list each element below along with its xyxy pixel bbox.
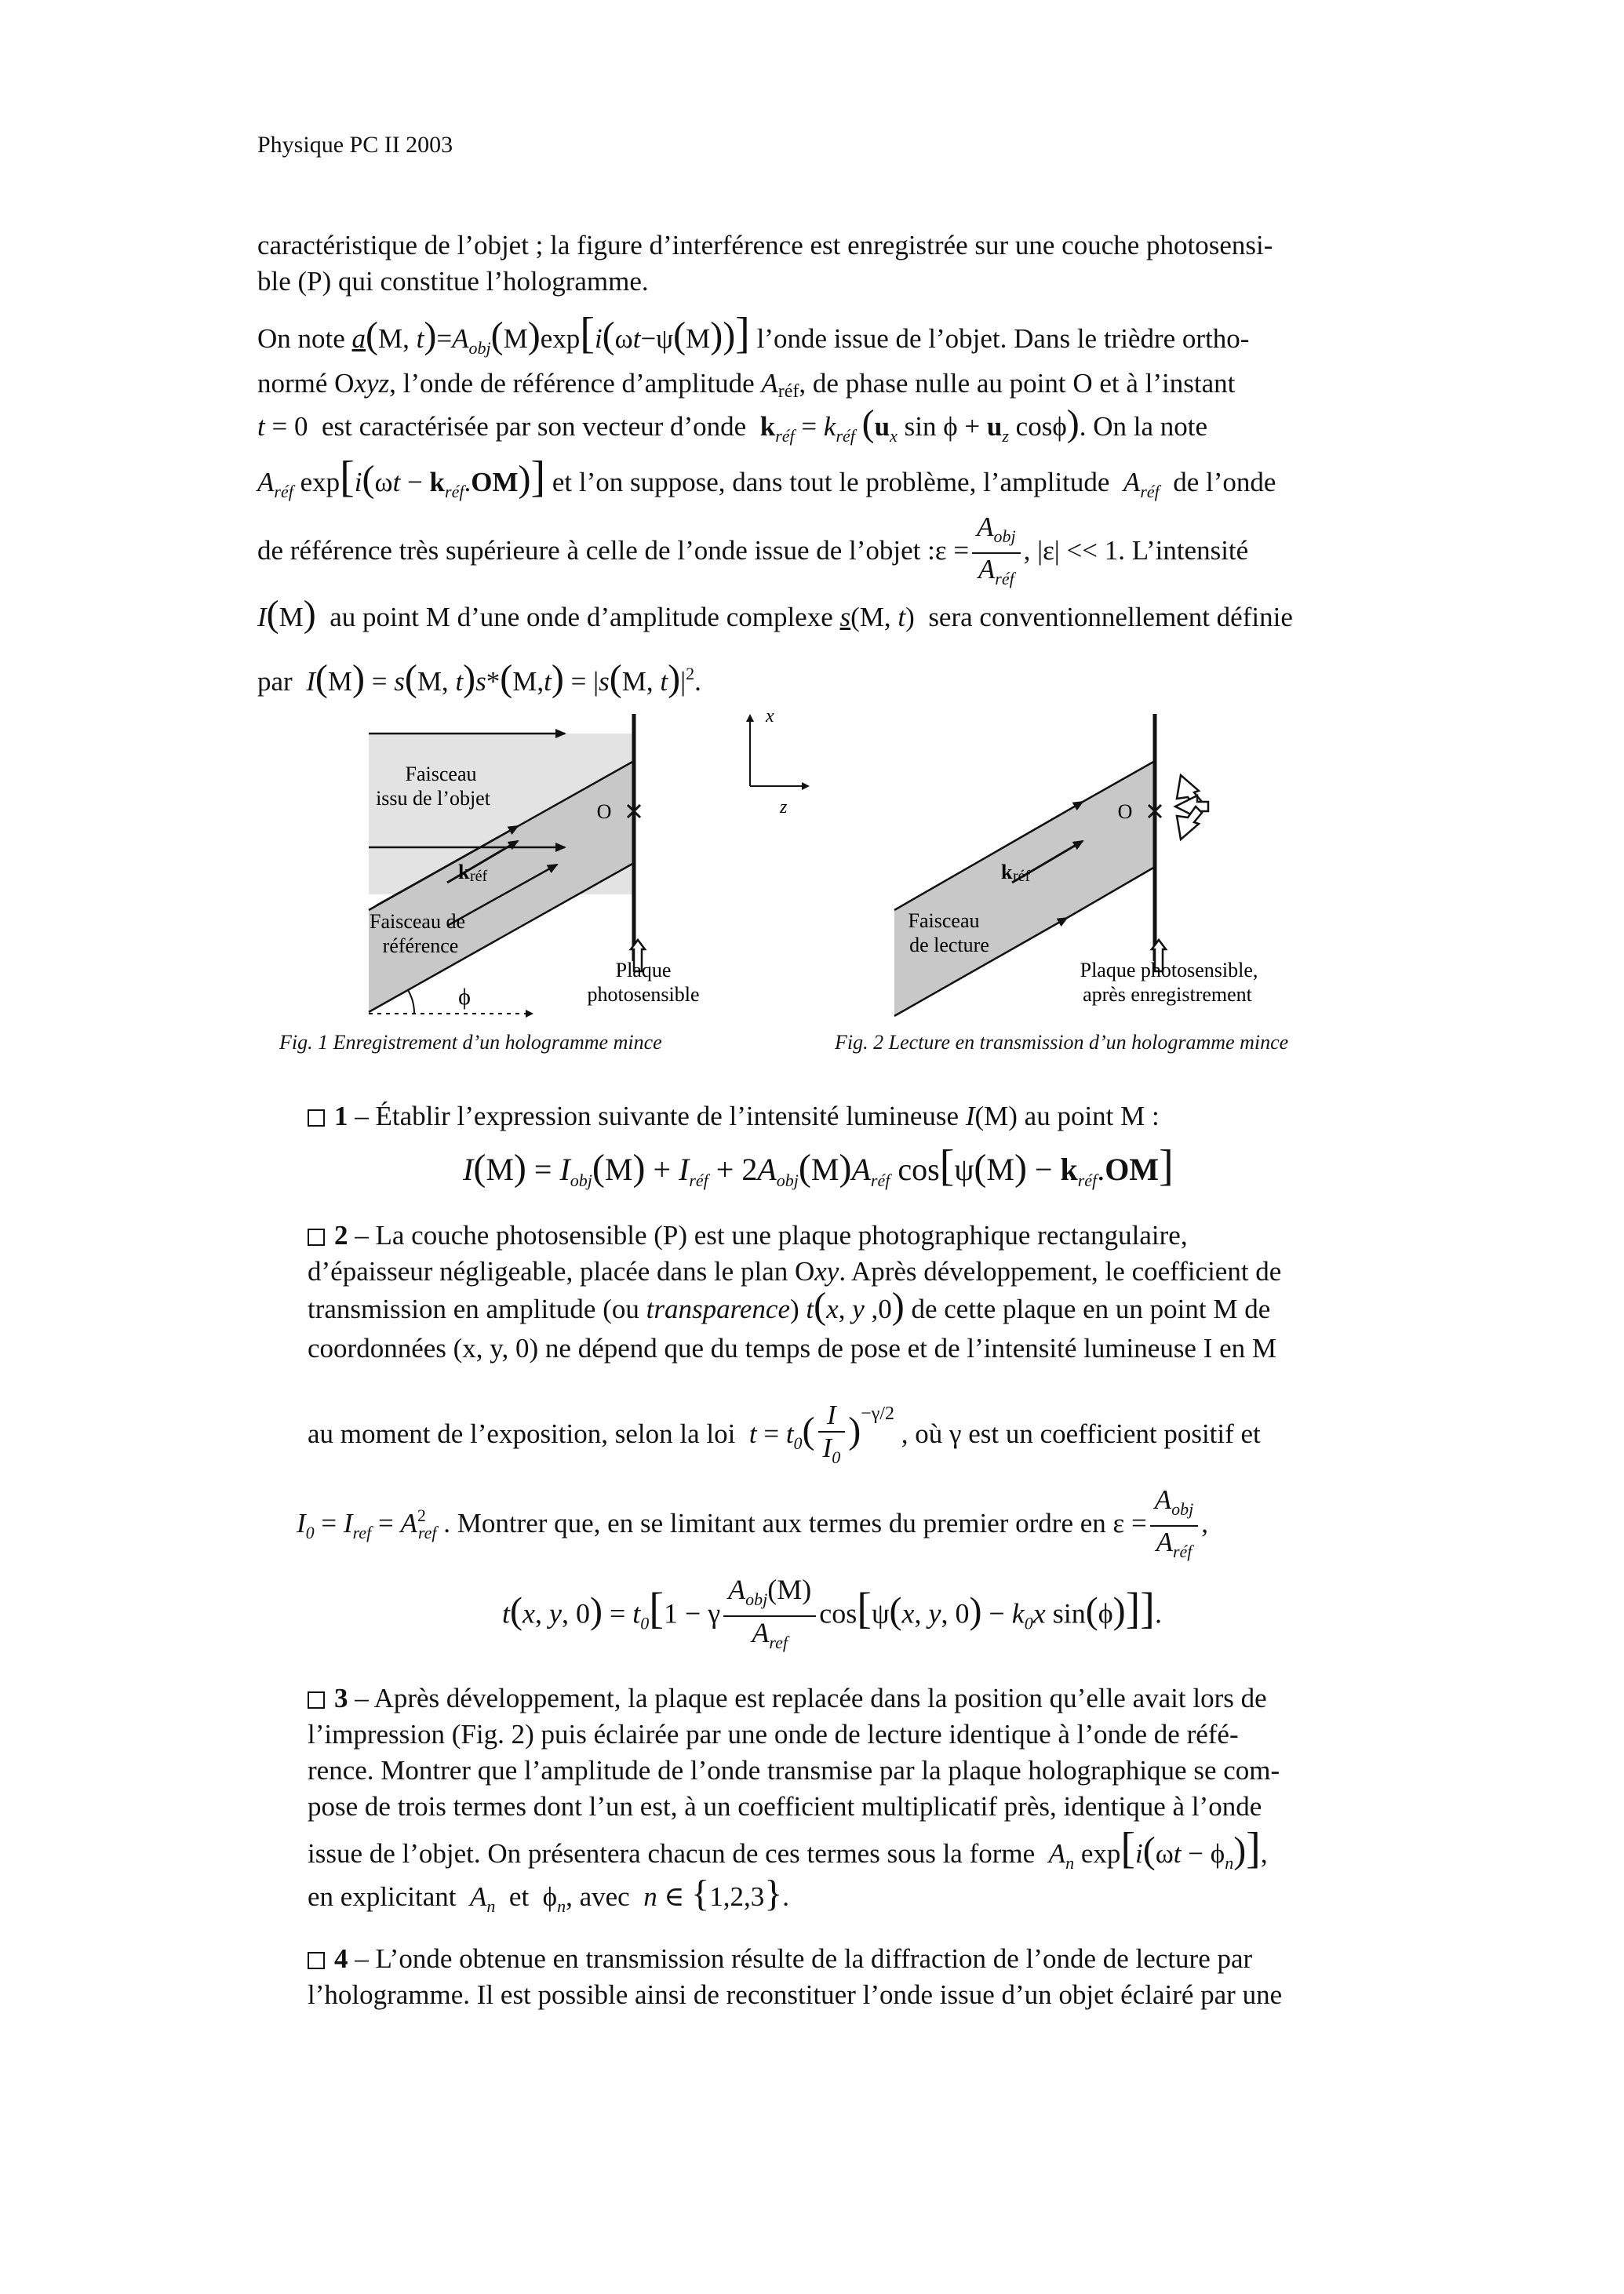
question-text: au point M :	[1024, 1101, 1160, 1131]
page-header: Physique PC II 2003	[257, 132, 453, 158]
question-4-line-2	[308, 1977, 1381, 2012]
question-text: transparence	[646, 1294, 791, 1324]
intro-line-8: I(M) au point M d’une onde d’amplitude complexe s(M, t) sera conventionnellement définie	[257, 593, 1293, 635]
question-text: d’épaisseur négligeable, placée dans le plan O	[308, 1256, 815, 1287]
plate-label-1: Plaque	[615, 959, 672, 981]
intro-text: de référence très supérieure à celle de l’onde issue de l’objet :	[257, 535, 935, 566]
intro-line-2	[257, 264, 1381, 299]
axes	[750, 706, 808, 817]
question-4-line-1	[308, 1941, 1381, 1976]
question-text: , où	[901, 1418, 943, 1449]
intro-text: caractéristique de l’objet ; la figure d’interférence est enregistrée sur une couche photosensi-	[257, 230, 1273, 260]
question-text: l’hologramme. Il est possible ainsi de reconstituer l’onde issue d’un objet éclairé par une	[308, 1979, 1283, 2010]
question-2-line-2: d’épaisseur négligeable, placée dans le plan Oxy. Après développement, le coefficient de	[308, 1256, 1282, 1287]
intro-text: . On la note	[1079, 411, 1208, 442]
x-axis-label: x	[766, 706, 774, 726]
figure-2	[894, 714, 1258, 1016]
intro-text: sera conventionnellement définie	[928, 602, 1293, 632]
question-text: – Établir l’expression suivante de l’intensité lumineuse	[355, 1101, 959, 1131]
intro-line-9: par I(M) = s(M, t)s*(M,t) = |s(M, $t)|^2$.	[257, 657, 701, 699]
question-text: en explicitant	[308, 1881, 457, 1912]
intro-text: On note	[257, 323, 345, 354]
reading-beam-label-2: de lecture	[909, 934, 989, 956]
z-axis-label: z	[780, 797, 788, 817]
question-text: . Montrer que, en se limitant aux termes du premier ordre en	[443, 1508, 1106, 1539]
equation-intensity: $I(M) = I_{obj}(M) + I_{réf} + 2A_{obj}(M)A_{réf}$ $\cos[\psi(M) - k_{réf}.OM]$	[463, 1142, 1174, 1190]
question-text: rence. Montrer que l’amplitude de l’onde transmise par la plaque holographique se com-	[308, 1755, 1280, 1786]
question-3-line-4	[308, 1789, 1381, 1824]
intro-line-5: t = 0 est caractérisée par son vecteur d’onde $k_{réf} = k_{réf}$ ($u_x$ $\sin \phi + u_z$ cosϕ). On la note	[257, 402, 1208, 446]
intro-text: , de phase nulle au point O et à l’instant	[799, 368, 1236, 399]
question-text: l’impression (Fig. 2) puis éclairée par une onde de lecture identique à l’onde de réfé-	[308, 1719, 1239, 1750]
figure-2-caption: Fig. 2 Lecture en transmission d’un hologramme mince	[835, 1031, 1289, 1054]
question-text: . Après développement, le coefficient de	[839, 1256, 1282, 1287]
question-2-line-3: transmission en amplitude (ou transparence) t(x, y ,0) de cette plaque en un point M de	[308, 1285, 1271, 1327]
question-number: 4	[334, 1943, 348, 1974]
beam-ref-label-2: référence	[382, 934, 459, 957]
question-text: issue de l’objet. On présentera chacun de ces termes sous la forme	[308, 1838, 1036, 1869]
angle-arc	[408, 990, 414, 1014]
intro-line-3	[257, 309, 1381, 366]
intro-text: l’onde issue de l’objet. Dans le trièdre ortho-	[756, 323, 1250, 354]
kref-label: k	[458, 861, 470, 883]
intro-text: par	[257, 666, 293, 697]
question-1: 1 – Établir l’expression suivante de l’intensité lumineuse I(M) au point M :	[308, 1098, 1381, 1134]
figure-1-caption: Fig. 1 Enregistrement d’un hologramme mince	[279, 1031, 662, 1054]
checkbox-icon	[308, 1109, 325, 1127]
intro-text: , l’onde de référence d’amplitude	[389, 368, 755, 399]
question-text: transmission en amplitude (ou	[308, 1294, 639, 1324]
intro-text: est caractérisée par son vecteur d’onde	[321, 411, 747, 442]
origin-label-2: O	[1117, 800, 1133, 823]
question-text: )	[790, 1294, 799, 1324]
question-3-line-2	[308, 1717, 1381, 1752]
question-text: et	[508, 1881, 530, 1912]
question-text: est un coefficient positif et	[968, 1418, 1261, 1449]
origin-label: O	[596, 800, 612, 823]
question-text: au moment de l’exposition, selon la loi	[308, 1418, 736, 1449]
kref-sub-2: réf	[1013, 868, 1031, 885]
intro-text: normé O	[257, 368, 355, 399]
intro-text: . L’intensité	[1118, 535, 1249, 566]
checkbox-icon	[308, 1952, 325, 1969]
figure-1	[369, 714, 700, 1014]
plate-label-2: photosensible	[587, 983, 700, 1006]
question-2-line-5: au moment de l’exposition, selon la loi $t = t_0$( $\frac{I}{I_0}$ )$^{-\gamma/2}$ , où γ est un coefficient positif et	[308, 1399, 1261, 1467]
formula-onde-objet: a(M, $t)=A_{obj}(M)\exp[i(\omega t-\psi(M))]$	[351, 309, 750, 358]
developed-plate-label-2: après enregistrement	[1083, 983, 1252, 1006]
question-text: – La couche photosensible (P) est une plaque photographique rectangulaire,	[355, 1220, 1188, 1251]
kref-label-2: k	[1001, 861, 1013, 883]
developed-plate-label-1: Plaque photosensible,	[1080, 959, 1258, 981]
question-text: – L’onde obtenue en transmission résulte de la diffraction de l’onde de lecture par	[355, 1943, 1253, 1974]
phi-label: ϕ	[458, 984, 471, 1010]
question-2-line-4	[308, 1331, 1381, 1366]
question-2-line-6: $I_0 = I_{ref} = A^2_{ref}$ . Montrer que, en se limitant aux termes du premier ordre en ε = $\frac{A_{obj}}{A_{réf}}$ ,	[297, 1484, 1208, 1561]
intro-line-4: normé Oxyz, l’onde de référence d’amplitude Aréf, de phase nulle au point O et à l’instant	[257, 368, 1236, 402]
kref-sub: réf	[470, 868, 488, 885]
checkbox-icon	[308, 1691, 325, 1709]
question-text: coordonnées (x, y, 0) ne dépend que du temps de pose et de l’intensité lumineuse I en M	[308, 1333, 1277, 1364]
question-number: 3	[334, 1683, 348, 1713]
intro-line-6: $A_{réf}$ $\exp[i(\omega t - k_{réf}.OM)]$ et l’on suppose, dans tout le problème, l’amplitude $A_{réf}$ de l’onde	[257, 453, 1276, 501]
question-text: – Après développement, la plaque est replacée dans la position qu’elle avait lors de	[355, 1683, 1267, 1713]
beam-ref-label-1: Faisceau de	[369, 910, 466, 933]
reading-beam-label-1: Faisceau	[908, 909, 980, 932]
question-text: de cette plaque en un point M de	[911, 1294, 1271, 1324]
intro-text: de l’onde	[1173, 467, 1276, 497]
question-3-line-5: issue de l’objet. On présentera chacun de ces termes sous la forme $A_n$ $\exp[i(\omega t - \phi_n)]$,	[308, 1824, 1268, 1873]
beam-obj-label-2: issu de l’objet	[376, 787, 490, 810]
question-3-line-1	[308, 1680, 1381, 1716]
figures-svg	[259, 690, 1389, 1075]
intro-line-1	[257, 228, 1381, 263]
question-number: 2	[334, 1220, 348, 1251]
question-3-line-3	[308, 1753, 1381, 1788]
intro-text: xyz	[354, 368, 390, 399]
equation-transparency: t(x, y, $0) = t_0[1 - \gamma$ $\frac{A_{obj}(M)}{A_{ref}}$ cos[ψ(x, y, $0) - k_0x$ sin(ϕ)]].	[502, 1574, 1162, 1652]
intro-text: ble (P) qui constitue l’hologramme.	[257, 266, 649, 297]
question-2-line-1	[308, 1218, 1381, 1253]
checkbox-icon	[308, 1229, 325, 1246]
question-text: , avec	[566, 1881, 630, 1912]
question-3-line-6: en explicitant $A_n$ et $\phi_n$, avec n ∈ {1,2,3}.	[308, 1873, 789, 1916]
intro-text: au point M d’une onde d’amplitude complexe	[330, 602, 833, 632]
intro-line-7: de référence très supérieure à celle de l’onde issue de l’objet :ε = $\frac{A_{obj}}{A_{réf}}$ , |ε| << 1. L’intensité	[257, 512, 1249, 588]
intro-text: et l’on suppose, dans tout le problème, l’amplitude	[552, 467, 1110, 497]
beam-obj-label-1: Faisceau	[405, 763, 477, 785]
question-text: pose de trois termes dont l’un est, à un coefficient multiplicatif près, identique à l’onde	[308, 1791, 1262, 1822]
question-number: 1	[334, 1101, 348, 1131]
